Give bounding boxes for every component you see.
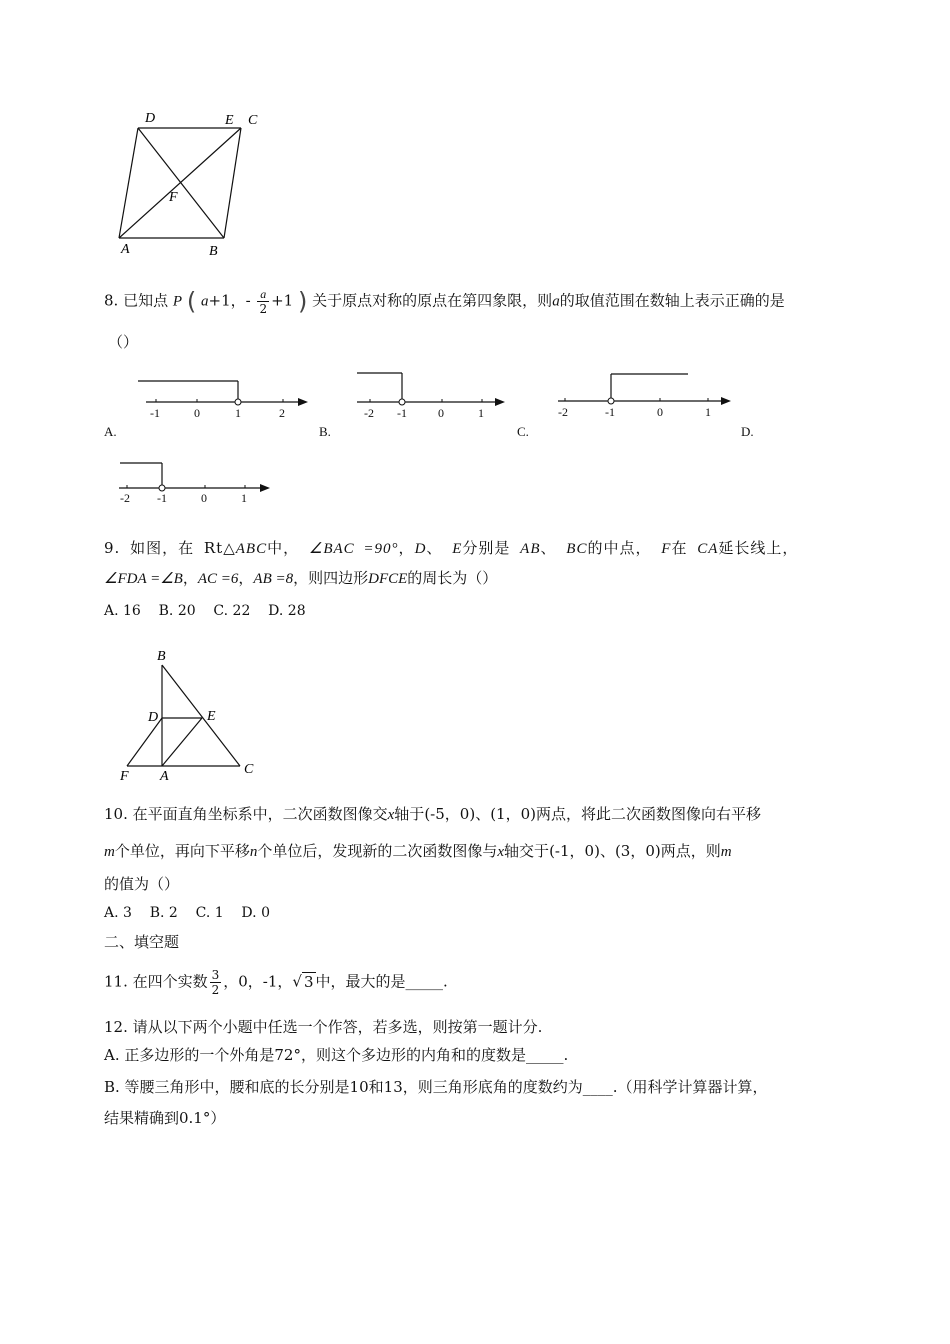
nlA-tick-4: 2 [279, 406, 285, 420]
q8-var: a [552, 293, 560, 310]
q11-frac-num: 3 [211, 968, 220, 982]
numberline-B [352, 368, 512, 418]
nlD-tick-4: 1 [241, 491, 247, 505]
q11-mid: ，0，-1， [223, 972, 293, 991]
q8-blank: （） [108, 333, 139, 351]
q9-t5: 分别是 [462, 539, 511, 557]
label-A: A [121, 242, 130, 257]
q10-l2-t2: 个单位后，发现新的二次函数图像与 [257, 842, 498, 860]
parallelogram-figure [110, 108, 270, 260]
q11-frac-den: 2 [211, 983, 220, 997]
q8-number: 8. [104, 291, 119, 310]
q10-t1: 10. 在平面直角坐标系中，二次函数图像交 [104, 805, 388, 823]
q9-l2-t3: ，则四边形 [293, 569, 369, 587]
q9-t1: 如图，在 [130, 539, 195, 557]
q10-l2-t1: 个单位，再向下平移 [114, 842, 250, 860]
label-B-tri: B [157, 649, 166, 664]
q10-l2-t3: 轴交于 [504, 842, 550, 860]
q9-t3: ， [398, 539, 415, 557]
q10-t2: 轴于 [394, 805, 425, 823]
option-B-label[interactable]: B. [319, 424, 331, 439]
q12-line1: 12. 请从以下两个小题中任选一个作答，若多选，则按第一题计分. [104, 1018, 543, 1036]
q9-t8: 在 [671, 539, 688, 557]
nlA-tick-2: 0 [194, 406, 200, 420]
q9-t6: 、 [540, 539, 557, 557]
q9-angle-bac: ∠BAC =90° [308, 541, 399, 557]
q9-t7: 的中点， [587, 539, 652, 557]
option-C-label[interactable]: C. [517, 424, 529, 439]
q11-post: 中，最大的是_____. [315, 972, 448, 991]
nlD-tick-1: -2 [120, 491, 130, 505]
q11-fraction [210, 968, 222, 997]
q9-line1 [104, 538, 798, 559]
numberline-A [138, 373, 313, 423]
section-title: 二、填空题 [104, 933, 180, 951]
nlD-tick-3: 0 [201, 491, 207, 505]
q9-angle-fda: ∠FDA =∠B [104, 571, 183, 587]
label-D: D [145, 111, 156, 126]
label-F: F [169, 190, 178, 205]
q10-l2-m: m [720, 844, 732, 860]
label-B: B [209, 244, 218, 259]
q9-rt: Rt△ [203, 539, 236, 557]
q10-t3: 、 [475, 805, 491, 823]
q8-post: 关于原点对称的原点在第四象限，则 [312, 291, 553, 310]
q11 [104, 968, 448, 997]
q10-m: m [104, 844, 115, 860]
nlC-tick-3: 0 [657, 405, 663, 419]
q9-l2-t4: 的周长为（） [407, 569, 498, 587]
option-A-label[interactable]: A. [104, 424, 117, 439]
q10-line2 [104, 841, 732, 862]
numberline-D [115, 455, 275, 495]
q12-optionB: B. 等腰三角形中，腰和底的长分别是10和13，则三角形底角的度数约为____.（用科学计算器计算， [104, 1078, 768, 1096]
q10-p2: (1，0) [490, 805, 536, 823]
q8-post2: 的取值范围在数轴上表示正确的是 [559, 291, 785, 310]
q9-l2-t2: ， [238, 569, 254, 587]
q12-optionB-cont: 结果精确到0.1°） [104, 1109, 226, 1127]
q10-l2-x: x [497, 844, 505, 860]
label-D-tri: D [148, 710, 159, 725]
label-C: C [248, 113, 258, 128]
q9-e: E [452, 541, 463, 557]
q9-t2: 中， [267, 539, 300, 557]
label-E-tri: E [207, 709, 216, 724]
q8-coord-a: a [201, 293, 209, 310]
q10-l2-t4: 、 [599, 842, 615, 860]
q11-sqrt: √ 3 [292, 972, 314, 991]
q9-d: D [414, 541, 427, 557]
q9-f: F [661, 541, 672, 557]
q8-fraction [257, 287, 269, 316]
label-A-tri: A [160, 769, 169, 784]
q8-frac-num: a [257, 287, 269, 302]
q10-l2-p2: (3，0) [614, 842, 661, 860]
triangle-figure [112, 645, 262, 785]
q10-t4: 两点，将此二次函数图像向右平移 [536, 805, 762, 823]
q10-l2-p1: (-1，0) [549, 842, 600, 860]
label-E: E [225, 113, 234, 128]
q10-p1: (-5，0) [424, 805, 476, 823]
q10-line3: 的值为（） [104, 875, 180, 893]
q9-ca: CA [697, 541, 719, 557]
q9-ab-val: AB =8 [253, 571, 294, 587]
label-F-tri: F [120, 769, 129, 784]
nlC-tick-2: -1 [605, 405, 615, 419]
nlB-tick-1: -2 [364, 406, 374, 420]
q11-pre: 11. 在四个实数 [104, 972, 208, 991]
nlB-tick-4: 1 [478, 406, 484, 420]
q10-x: x [387, 807, 395, 823]
q11-sqrt-value: 3 [303, 972, 314, 991]
q9-number: 9. [104, 539, 121, 557]
q9-abc: ABC [235, 541, 268, 557]
nlC-tick-4: 1 [705, 405, 711, 419]
nlA-tick-3: 1 [235, 406, 241, 420]
nlD-tick-2: -1 [157, 491, 167, 505]
q8-coord-1: +1，- [208, 291, 251, 310]
q9-ac: AC =6 [197, 571, 239, 587]
q8-pre: 已知点 [123, 291, 169, 310]
option-D-label[interactable]: D. [741, 424, 754, 439]
q8-left-paren: ( [186, 287, 197, 316]
q8-frac-den: 2 [259, 302, 268, 316]
q10-line1 [104, 804, 761, 825]
q8-right-paren: ) [298, 287, 308, 316]
q9-bc: BC [566, 541, 588, 557]
q9-ab: AB [520, 541, 541, 557]
q9-line2 [104, 568, 497, 589]
q10-answers[interactable]: A. 3 B. 2 C. 1 D. 0 [104, 905, 270, 921]
q12-optionA: A. 正多边形的一个外角是72°，则这个多边形的内角和的度数是_____. [104, 1046, 569, 1064]
q8-coord-2: +1 [271, 291, 294, 310]
q9-answers[interactable]: A. 16 B. 20 C. 22 D. 28 [104, 603, 306, 619]
q10-n: n [249, 844, 258, 860]
q10-l2-t5: 两点，则 [660, 842, 721, 860]
label-C-tri: C [244, 762, 254, 777]
nlB-tick-3: 0 [438, 406, 444, 420]
q9-dfce: DFCE [368, 571, 408, 587]
q9-t9: 延长线上， [718, 539, 799, 557]
nlB-tick-2: -1 [397, 406, 407, 420]
nlC-tick-1: -2 [558, 405, 568, 419]
q9-t4: 、 [426, 539, 443, 557]
nlA-tick-1: -1 [150, 406, 160, 420]
q8-stem [104, 287, 785, 316]
q8-point: P [172, 293, 183, 310]
q9-l2-t1: ， [182, 569, 198, 587]
